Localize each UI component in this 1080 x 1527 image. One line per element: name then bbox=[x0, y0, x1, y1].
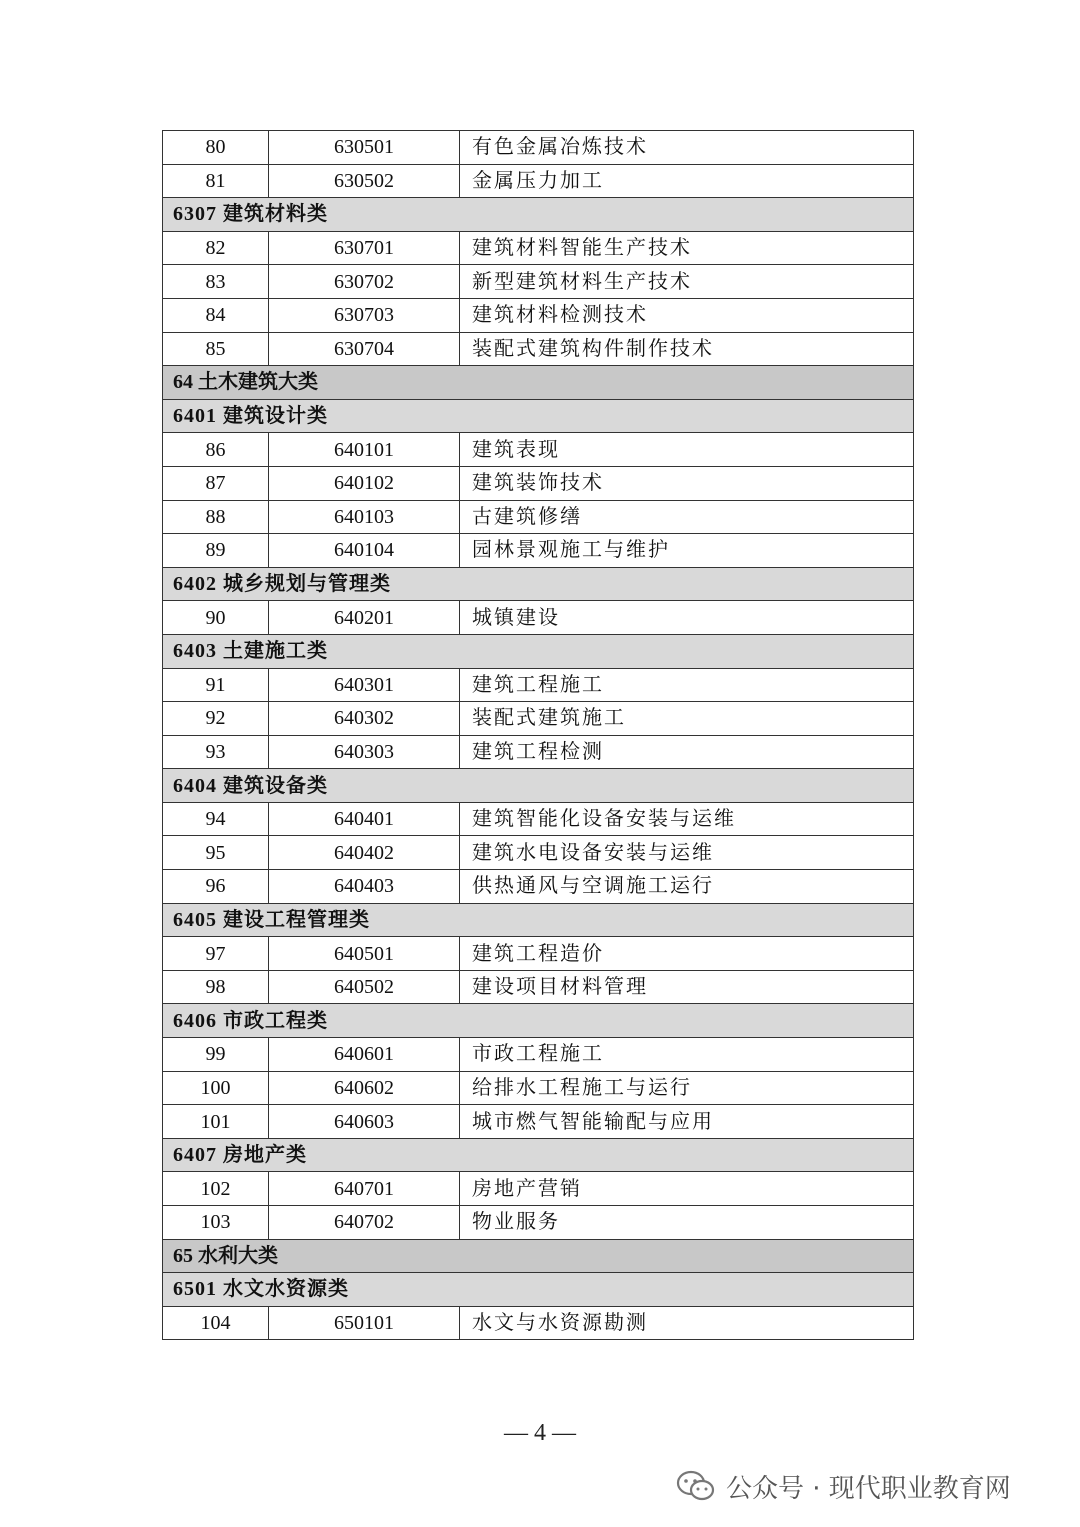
major-name-cell: 建筑装饰技术 bbox=[460, 466, 914, 500]
major-name-cell: 古建筑修缮 bbox=[460, 500, 914, 534]
table-row bbox=[163, 1105, 914, 1139]
seq-cell: 103 bbox=[163, 1206, 269, 1240]
major-name-cell: 建设项目材料管理 bbox=[460, 970, 914, 1004]
major-name-cell: 建筑水电设备安装与运维 bbox=[460, 836, 914, 870]
major-name-cell: 园林景观施工与维护 bbox=[460, 534, 914, 568]
seq-cell: 97 bbox=[163, 937, 269, 971]
table-body bbox=[163, 131, 914, 1340]
table-row bbox=[163, 500, 914, 534]
subcategory-row bbox=[163, 903, 914, 937]
subcategory-label: 6403 土建施工类 bbox=[163, 634, 914, 668]
seq-cell: 92 bbox=[163, 702, 269, 736]
watermark-text: 公众号 · 现代职业教育网 bbox=[726, 1473, 1011, 1504]
table-row bbox=[163, 131, 914, 165]
seq-cell: 93 bbox=[163, 735, 269, 769]
code-cell: 640601 bbox=[269, 1038, 460, 1072]
table-row bbox=[163, 298, 914, 332]
table-row bbox=[163, 433, 914, 467]
seq-cell: 89 bbox=[163, 534, 269, 568]
code-cell: 640102 bbox=[269, 466, 460, 500]
code-cell: 630702 bbox=[269, 265, 460, 299]
subcategory-row bbox=[163, 1273, 914, 1307]
table-row bbox=[163, 1038, 914, 1072]
seq-cell: 104 bbox=[163, 1306, 269, 1340]
major-name-cell: 给排水工程施工与运行 bbox=[460, 1071, 914, 1105]
code-cell: 630501 bbox=[269, 131, 460, 165]
major-name-cell: 水文与水资源勘测 bbox=[460, 1306, 914, 1340]
table-row bbox=[163, 1172, 914, 1206]
subcategory-row bbox=[163, 198, 914, 232]
major-name-cell: 城市燃气智能输配与应用 bbox=[460, 1105, 914, 1139]
table-row bbox=[163, 1306, 914, 1340]
table-row bbox=[163, 265, 914, 299]
code-cell: 640301 bbox=[269, 668, 460, 702]
watermark bbox=[676, 1466, 1011, 1506]
code-cell: 630701 bbox=[269, 231, 460, 265]
seq-cell: 96 bbox=[163, 870, 269, 904]
subcategory-label: 6406 市政工程类 bbox=[163, 1004, 914, 1038]
seq-cell: 80 bbox=[163, 131, 269, 165]
table-row bbox=[163, 702, 914, 736]
code-cell: 640101 bbox=[269, 433, 460, 467]
major-name-cell: 建筑材料检测技术 bbox=[460, 298, 914, 332]
code-cell: 640104 bbox=[269, 534, 460, 568]
code-cell: 640302 bbox=[269, 702, 460, 736]
code-cell: 640201 bbox=[269, 601, 460, 635]
major-category-row bbox=[163, 1239, 914, 1273]
seq-cell: 101 bbox=[163, 1105, 269, 1139]
code-cell: 640401 bbox=[269, 802, 460, 836]
seq-cell: 86 bbox=[163, 433, 269, 467]
major-name-cell: 装配式建筑施工 bbox=[460, 702, 914, 736]
seq-cell: 84 bbox=[163, 298, 269, 332]
code-cell: 640402 bbox=[269, 836, 460, 870]
seq-cell: 81 bbox=[163, 164, 269, 198]
code-cell: 640602 bbox=[269, 1071, 460, 1105]
subcategory-row bbox=[163, 399, 914, 433]
table-row bbox=[163, 164, 914, 198]
table-row bbox=[163, 970, 914, 1004]
table-row bbox=[163, 836, 914, 870]
seq-cell: 100 bbox=[163, 1071, 269, 1105]
seq-cell: 91 bbox=[163, 668, 269, 702]
table-row bbox=[163, 231, 914, 265]
seq-cell: 95 bbox=[163, 836, 269, 870]
seq-cell: 85 bbox=[163, 332, 269, 366]
page-number: — 4 — bbox=[504, 1420, 576, 1446]
major-name-cell: 房地产营销 bbox=[460, 1172, 914, 1206]
major-name-cell: 市政工程施工 bbox=[460, 1038, 914, 1072]
subcategory-label: 6501 水文水资源类 bbox=[163, 1273, 914, 1307]
seq-cell: 102 bbox=[163, 1172, 269, 1206]
major-name-cell: 建筑智能化设备安装与运维 bbox=[460, 802, 914, 836]
major-category-row bbox=[163, 366, 914, 400]
major-list-table bbox=[162, 130, 914, 1340]
code-cell: 640403 bbox=[269, 870, 460, 904]
code-cell: 640103 bbox=[269, 500, 460, 534]
wechat-icon bbox=[676, 1470, 716, 1502]
code-cell: 630502 bbox=[269, 164, 460, 198]
table-row bbox=[163, 735, 914, 769]
subcategory-row bbox=[163, 1138, 914, 1172]
code-cell: 640502 bbox=[269, 970, 460, 1004]
major-name-cell: 供热通风与空调施工运行 bbox=[460, 870, 914, 904]
seq-cell: 87 bbox=[163, 466, 269, 500]
major-name-cell: 建筑工程造价 bbox=[460, 937, 914, 971]
major-name-cell: 装配式建筑构件制作技术 bbox=[460, 332, 914, 366]
code-cell: 650101 bbox=[269, 1306, 460, 1340]
major-name-cell: 建筑表现 bbox=[460, 433, 914, 467]
subcategory-row bbox=[163, 567, 914, 601]
code-cell: 640701 bbox=[269, 1172, 460, 1206]
table-row bbox=[163, 534, 914, 568]
code-cell: 640603 bbox=[269, 1105, 460, 1139]
major-name-cell: 城镇建设 bbox=[460, 601, 914, 635]
table-row bbox=[163, 332, 914, 366]
code-cell: 630704 bbox=[269, 332, 460, 366]
subcategory-label: 6402 城乡规划与管理类 bbox=[163, 567, 914, 601]
subcategory-label: 6407 房地产类 bbox=[163, 1138, 914, 1172]
seq-cell: 82 bbox=[163, 231, 269, 265]
major-category-label: 65 水利大类 bbox=[163, 1239, 914, 1273]
table-row bbox=[163, 1206, 914, 1240]
seq-cell: 88 bbox=[163, 500, 269, 534]
table-row bbox=[163, 601, 914, 635]
subcategory-label: 6404 建筑设备类 bbox=[163, 769, 914, 803]
major-name-cell: 物业服务 bbox=[460, 1206, 914, 1240]
code-cell: 640303 bbox=[269, 735, 460, 769]
major-name-cell: 有色金属冶炼技术 bbox=[460, 131, 914, 165]
table-row bbox=[163, 466, 914, 500]
subcategory-label: 6405 建设工程管理类 bbox=[163, 903, 914, 937]
table-row bbox=[163, 1071, 914, 1105]
seq-cell: 83 bbox=[163, 265, 269, 299]
code-cell: 640702 bbox=[269, 1206, 460, 1240]
seq-cell: 99 bbox=[163, 1038, 269, 1072]
major-name-cell: 新型建筑材料生产技术 bbox=[460, 265, 914, 299]
table-row bbox=[163, 802, 914, 836]
subcategory-label: 6401 建筑设计类 bbox=[163, 399, 914, 433]
subcategory-row bbox=[163, 1004, 914, 1038]
seq-cell: 94 bbox=[163, 802, 269, 836]
code-cell: 640501 bbox=[269, 937, 460, 971]
major-name-cell: 建筑材料智能生产技术 bbox=[460, 231, 914, 265]
seq-cell: 90 bbox=[163, 601, 269, 635]
seq-cell: 98 bbox=[163, 970, 269, 1004]
major-name-cell: 建筑工程施工 bbox=[460, 668, 914, 702]
major-name-cell: 建筑工程检测 bbox=[460, 735, 914, 769]
subcategory-row bbox=[163, 634, 914, 668]
major-category-label: 64 土木建筑大类 bbox=[163, 366, 914, 400]
table-row bbox=[163, 668, 914, 702]
subcategory-label: 6307 建筑材料类 bbox=[163, 198, 914, 232]
table-row bbox=[163, 870, 914, 904]
subcategory-row bbox=[163, 769, 914, 803]
code-cell: 630703 bbox=[269, 298, 460, 332]
major-name-cell: 金属压力加工 bbox=[460, 164, 914, 198]
table-row bbox=[163, 937, 914, 971]
